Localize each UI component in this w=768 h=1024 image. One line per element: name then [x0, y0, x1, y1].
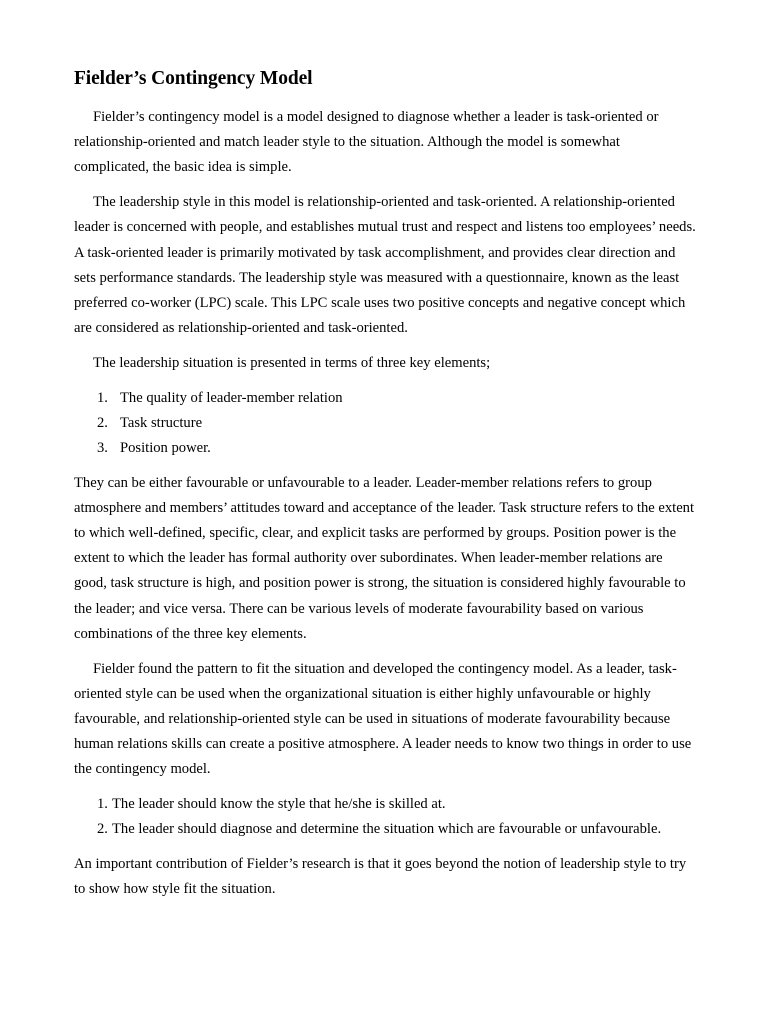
paragraph-intro: Fielder’s contingency model is a model designed to diagnose whether a leader is task-oriented or relationship-oriented and match leader style to the situation. Although the model is somewhat complicated, the basic idea is simple.	[74, 109, 659, 176]
leader-needs-list	[74, 792, 698, 842]
list-item-text: Position power.	[120, 439, 211, 456]
paragraph-pattern: Fielder found the pattern to fit the situation and developed the contingency model. As a leader, task-oriented style can be used when the organizational situation is either highly unfavourable or highly favourable, and relationship-oriented style can be used in situations of moderate favourability because human relations skills can create a positive atmosphere. A leader needs to know two things in order to use the contingency model.	[74, 660, 692, 778]
list-item-text: The leader should know the style that he/she is skilled at.	[112, 796, 446, 813]
key-elements-list	[74, 386, 698, 462]
document-page	[74, 66, 698, 912]
list-item	[74, 436, 698, 461]
paragraph-leadership-style: The leadership style in this model is relationship-oriented and task-oriented. A relationship-oriented leader is concerned with people, and establishes mutual trust and respect and listens too employees’ needs. A task-oriented leader is primarily motivated by task accomplishment, and provides clear direction and sets performance standards. The leadership style was measured with a questionnaire, known as the least preferred co-worker (LPC) scale. This LPC scale uses two positive concepts and negative concept which are considered as relationship-oriented and task-oriented.	[74, 194, 696, 337]
list-item-number: 1.	[97, 796, 108, 813]
list-item	[74, 411, 698, 436]
paragraph-contribution: An important contribution of Fielder’s research is that it goes beyond the notion of leadership style to try to show how style fit the situation.	[74, 855, 687, 898]
list-item-number: 1.	[97, 389, 108, 406]
list-item	[74, 386, 698, 411]
list-item	[74, 817, 698, 842]
list-item-number: 3.	[97, 439, 108, 456]
list-item	[74, 792, 698, 817]
list-item-text: Task structure	[120, 414, 203, 431]
list-item-number: 2.	[97, 821, 108, 838]
list-item-number: 2.	[97, 414, 108, 431]
list-item-text: The quality of leader-member relation	[120, 389, 343, 406]
list-item-text: The leader should diagnose and determine the situation which are favourable or unfavourable.	[112, 821, 662, 838]
paragraph-situation-intro: The leadership situation is presented in terms of three key elements;	[93, 354, 491, 371]
paragraph-favourability: They can be either favourable or unfavourable to a leader. Leader-member relations refers to group atmosphere and members’ attitudes toward and acceptance of the leader. Task structure refers to the extent to which well-defined, specific, clear, and explicit tasks are performed by groups. Position power is the extent to which the leader has formal authority over subordinates. When leader-member relations are good, task structure is high, and position power is strong, the situation is considered highly favourable to the leader; and vice versa. There can be various levels of moderate favourability based on various combinations of the three key elements.	[74, 474, 695, 642]
document-title: Fielder’s Contingency Model	[74, 68, 313, 89]
